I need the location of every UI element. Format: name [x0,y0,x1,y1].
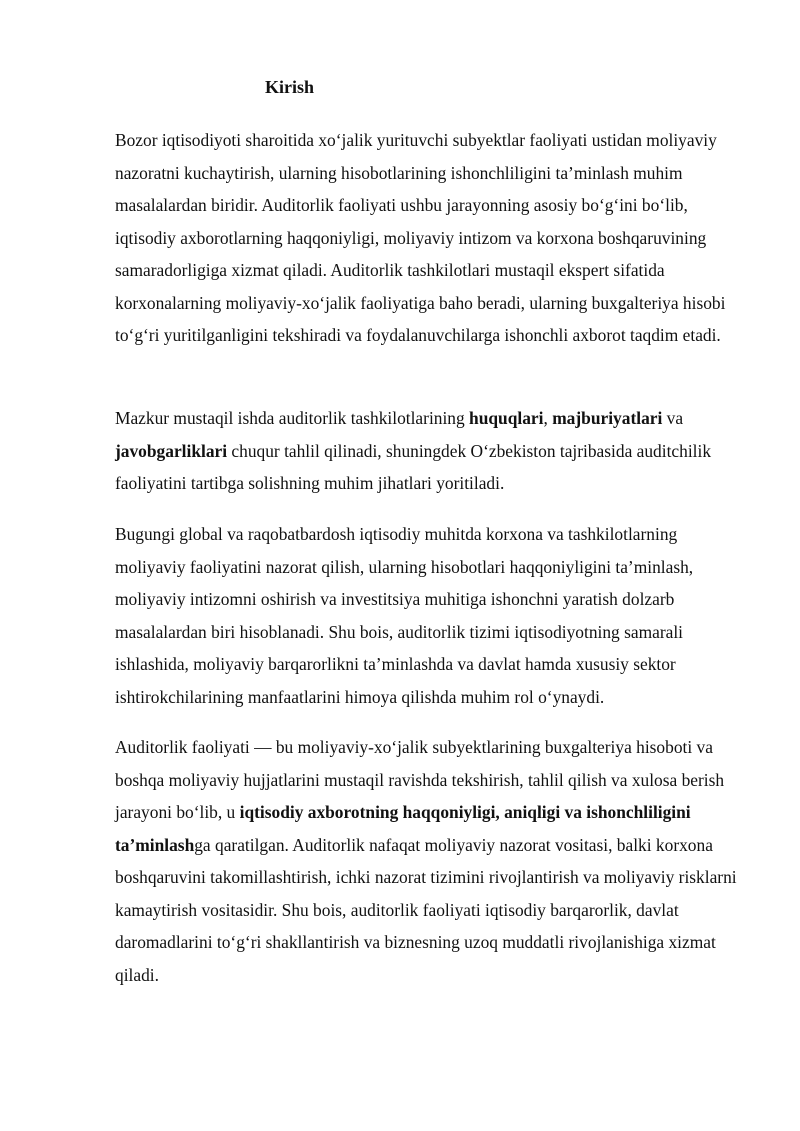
paragraph-definition-text-1: Auditorlik faoliyati — bu moliyaviy-xo‘jalik subyektlarining buxgalteriya hisoboti va boshqa moliyaviy hujjatlarini mustaqil ravishda tekshirish, tahlil qilish va xulosa berish jarayoni bo‘lib, u [115,737,725,822]
paragraph-scope [115,402,743,500]
section-heading: Kirish [265,77,315,97]
paragraph-context: Bugungi global va raqobatbardosh iqtisodiy muhitda korxona va tashkilotlarning moliyaviy faoliyatini nazorat qilish, ularning hisobotlari haqqoniyligini ta’minlash, moliyaviy intizomni oshirish va investitsiya muhitiga ishonchni yaratish dolzarb masalalardan biri hisoblanadi. Shu bois, auditorlik tizimi iqtisodiyotning samarali ishlashida, moliyaviy barqarorlikni ta’minlashda va davlat hamda xususiy sektor ishtirokchilarining manfaatlarini himoya qilishda muhim rol o‘ynaydi. [115,524,694,707]
paragraph-definition-text-2: ga qaratilgan. Auditorlik nafaqat moliyaviy nazorat vositasi, balki korxona boshqaruvini takomillashtirish, ichki nazorat tizimini rivojlantirish va moliyaviy risklarni kamaytirish vositasidir. Shu bois, auditorlik faoliyati iqtisodiy barqarorlik, davlat daromadlarini to‘g‘ri shakllantirish va biznesning uzoq muddatli rivojlanishiga xizmat qiladi. [115,834,737,985]
paragraph-definition [115,731,743,991]
paragraph-scope-text-2: , [543,408,553,428]
paragraph-intro: Bozor iqtisodiyoti sharoitida xo‘jalik yurituvchi subyektlar faoliyati ustidan moliyaviy nazoratni kuchaytirish, ularning hisobotlarining ishonchliligini ta’minlash muhim masalalardan biridir. Auditorlik faoliyati ushbu jarayonning asosiy bo‘g‘ini bo‘lib, iqtisodiy axborotlarning haqqoniyligi, moliyaviy intizom va korxona boshqaruvining samaradorligiga xizmat qiladi. Auditorlik tashkilotlari mustaqil ekspert sifatida korxonalarning moliyaviy-xo‘jalik faoliyatiga baho beradi, ularning buxgalteriya hisobi to‘g‘ri yuritilganligini tekshiradi va foydalanuvchilarga ishonchli axborot taqdim etadi. [115,130,726,345]
bold-term-rights: huquqlari [469,408,544,428]
paragraph-scope-text-1: Mazkur mustaqil ishda auditorlik tashkilotlarining [115,408,470,428]
paragraph-scope-text-4: chuqur tahlil qilinadi, shuningdek O‘zbekiston tajribasida auditchilik faoliyatini tartibga solishning muhim jihatlari yoritiladi. [115,440,712,493]
bold-term-liabilities: javobgarliklari [115,440,228,461]
paragraph-scope-text-3: va [662,408,684,428]
bold-term-obligations: majburiyatlari [552,408,663,428]
bold-term-reliability: iqtisodiy axborotning haqqoniyligi, aniqligi va ishonchliligini ta’minlash [115,802,691,855]
